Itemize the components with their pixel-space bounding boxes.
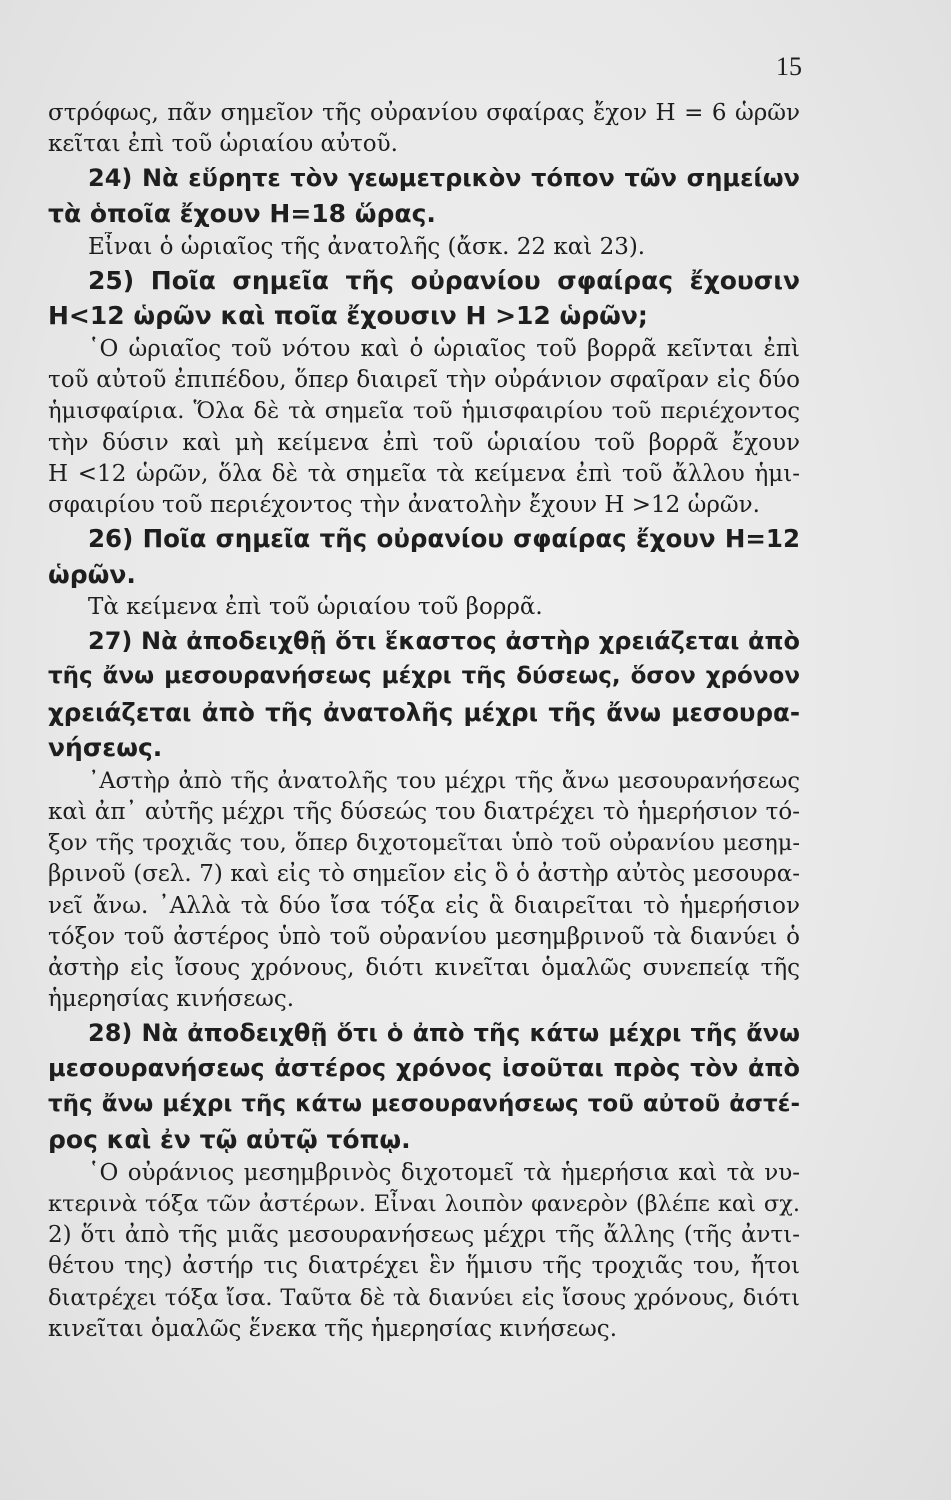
text-line: τόξον τοῦ ἀστέρος ὑπὸ τοῦ οὐρανίου μεσημβρινοῦ τὰ διανύει ὁ [48, 923, 800, 950]
exercise-heading-line: τὰ ὁποῖα ἔχουν Η=18 ὥρας. [48, 199, 436, 228]
text-line: ἡμισφαίρια. Ὅλα δὲ τὰ σημεῖα τοῦ ἡμισφαιρίου τοῦ περιέχοντος [48, 398, 800, 425]
text-line: ξον τῆς τροχιᾶς του, ὅπερ διχοτομεῖται ὑπὸ τοῦ οὐρανίου μεσημ- [48, 830, 800, 856]
exercise-heading-line: Η<12 ὡρῶν καὶ ποῖα ἔχουσιν Η >12 ὡρῶν; [48, 301, 648, 331]
text-line: τὴν δύσιν καὶ μὴ κείμενα ἐπὶ τοῦ ὡριαίου τοῦ βορρᾶ ἔχουν [48, 429, 800, 456]
exercise-heading-line: 25) Ποῖα σημεῖα τῆς οὐρανίου σφαίρας ἔχουσιν [88, 265, 800, 295]
text-line: βρινοῦ (σελ. 7) καὶ εἰς τὸ σημεῖον εἰς ὃ ὁ ἀστὴρ αὐτὸς μεσουρα- [48, 861, 800, 888]
text-line: κεῖται ἐπὶ τοῦ ὡριαίου αὐτοῦ. [48, 131, 398, 158]
text-line: θέτου της) ἀστήρ τις διατρέχει ἓν ἥμισυ τῆς τροχιᾶς του, ἤτοι [48, 1253, 800, 1280]
text-line: Η <12 ὡρῶν, ὅλα δὲ τὰ σημεῖα τὰ κείμενα ἐπὶ τοῦ ἄλλου ἡμι- [48, 460, 800, 487]
text-line: καὶ ἀπ᾿ αὐτῆς μέχρι τῆς δύσεώς του διατρέχει τὸ ἡμερήσιον τό- [48, 798, 800, 825]
text-line: σφαιρίου τοῦ περιέχοντος τὴν ἀνατολὴν ἔχουν Η >12 ὡρῶν. [48, 492, 760, 518]
text-line: τοῦ αὐτοῦ ἐπιπέδου, ὅπερ διαιρεῖ τὴν οὐράνιον σφαῖραν εἰς δύο [48, 367, 800, 393]
text-line: διατρέχει τόξα ἴσα. Ταῦτα δὲ τὰ διανύει εἰς ἴσους χρόνους, διότι [48, 1284, 800, 1311]
exercise-heading-line: τῆς ἄνω μεσουρανήσεως μέχρι τῆς δύσεως, ὅσον χρόνον [48, 663, 800, 689]
text-line: ῾Ο ὡριαῖος τοῦ νότου καὶ ὁ ὡριαῖος τοῦ βορρᾶ κεῖνται ἐπὶ [88, 335, 800, 362]
exercise-heading-line: χρειάζεται ἀπὸ τῆς ἀνατολῆς μέχρι τῆς ἄνω μεσουρα- [48, 697, 800, 727]
page-text [48, 98, 800, 1345]
exercise-heading-line: νήσεως. [48, 733, 163, 762]
exercise-heading-line: τῆς ἄνω μέχρι τῆς κάτω μεσουρανήσεως τοῦ αὐτοῦ ἀστέ- [48, 1090, 800, 1117]
exercise-heading-line: μεσουρανήσεως ἀστέρος χρόνος ἰσοῦται πρὸς τὸν ἀπὸ [48, 1054, 800, 1082]
text-line: Τὰ κείμενα ἐπὶ τοῦ ὡριαίου τοῦ βορρᾶ. [88, 594, 543, 621]
exercise-heading-line: 28) Νὰ ἀποδειχθῇ ὅτι ὁ ἀπὸ τῆς κάτω μέχρι τῆς ἄνω [88, 1018, 800, 1047]
exercise-heading-line: 24) Νὰ εὕρητε τὸν γεωμετρικὸν τόπον τῶν σημείων [88, 163, 800, 192]
text-line: κτερινὰ τόξα τῶν ἀστέρων. Εἶναι λοιπὸν φανερὸν (βλέπε καὶ σχ. [48, 1190, 800, 1217]
exercise-heading-line: ὡρῶν. [48, 559, 136, 589]
text-line: στρόφως, πᾶν σημεῖον τῆς οὐρανίου σφαίρας ἔχον Η = 6 ὡρῶν [48, 100, 800, 126]
text-line: ῾Ο οὐράνιος μεσημβρινὸς διχοτομεῖ τὰ ἡμερήσια καὶ τὰ νυ- [88, 1159, 800, 1186]
text-line: ᾿Αστὴρ ἀπὸ τῆς ἀνατολῆς του μέχρι τῆς ἄνω μεσουρανήσεως [88, 767, 800, 794]
exercise-heading-line: 27) Νὰ ἀποδειχθῇ ὅτι ἕκαστος ἀστὴρ χρειάζεται ἀπὸ [88, 626, 800, 655]
text-line: Εἶναι ὁ ὡριαῖος τῆς ἀνατολῆς (ἄσκ. 22 καὶ 23). [88, 233, 646, 260]
text-line: νεῖ ἄνω. ᾿Αλλὰ τὰ δύο ἴσα τόξα εἰς ἃ διαιρεῖται τὸ ἡμερήσιον [48, 892, 800, 919]
text-line: κινεῖται ὁμαλῶς ἕνεκα τῆς ἡμερησίας κινήσεως. [48, 1315, 618, 1342]
exercise-heading-line: ρος καὶ ἐν τῷ αὐτῷ τόπῳ. [48, 1125, 411, 1154]
exercise-heading-line: 26) Ποῖα σημεῖα τῆς οὐρανίου σφαίρας ἔχουν Η=12 [88, 524, 800, 554]
text-line: ἀστὴρ εἰς ἴσους χρόνους, διότι κινεῖται ὁμαλῶς συνεπείᾳ τῆς [48, 955, 800, 981]
text-line: 2) ὅτι ἀπὸ τῆς μιᾶς μεσουρανήσεως μέχρι τῆς ἄλλης (τῆς ἀντι- [48, 1222, 800, 1248]
text-line: ἡμερησίας κινήσεως. [48, 986, 295, 1013]
page-number: 15 [776, 52, 802, 81]
